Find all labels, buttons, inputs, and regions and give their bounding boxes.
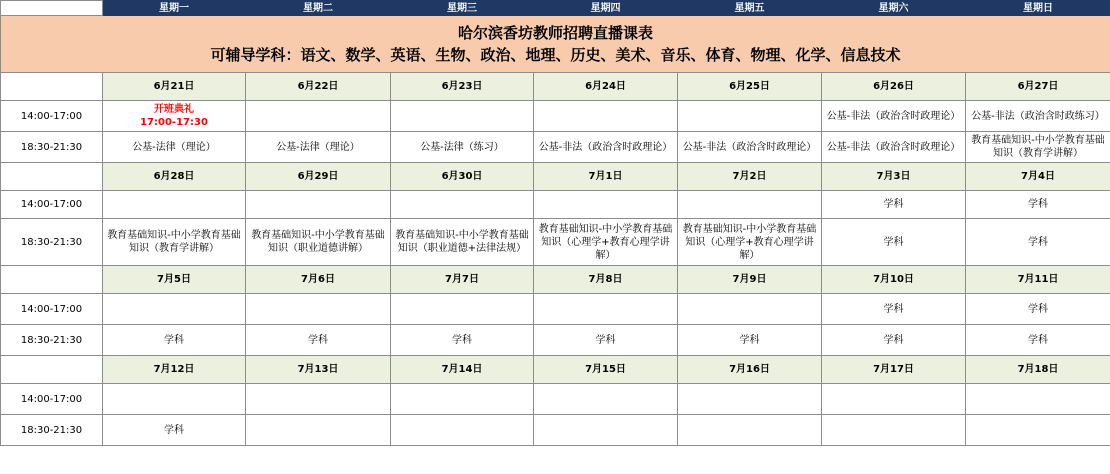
class-cell: 学科 xyxy=(534,325,678,356)
date-cell: 6月24日 xyxy=(534,73,678,101)
class-cell xyxy=(678,294,822,325)
class-cell: 公基-非法（政治含时政理论） xyxy=(822,101,966,132)
class-cell xyxy=(246,101,391,132)
class-cell xyxy=(678,384,822,415)
date-row xyxy=(1,356,1110,384)
date-cell: 7月4日 xyxy=(966,163,1110,191)
class-cell: 公基-法律（练习） xyxy=(391,132,534,163)
blank-cell xyxy=(1,163,103,191)
class-cell: 教育基础知识-中小学教育基础知识（心理学+教育心理学讲解） xyxy=(678,219,822,266)
time-slot-label: 18:30-21:30 xyxy=(1,325,103,356)
afternoon-row xyxy=(1,101,1110,132)
date-cell: 7月16日 xyxy=(678,356,822,384)
evening-row xyxy=(1,219,1110,266)
date-cell: 6月27日 xyxy=(966,73,1110,101)
date-cell: 7月18日 xyxy=(966,356,1110,384)
date-cell: 7月10日 xyxy=(822,266,966,294)
date-cell: 7月8日 xyxy=(534,266,678,294)
time-slot-label: 18:30-21:30 xyxy=(1,219,103,266)
date-cell: 7月9日 xyxy=(678,266,822,294)
class-cell: 学科 xyxy=(103,415,246,446)
class-cell xyxy=(246,191,391,219)
weekday-sat: 星期六 xyxy=(822,1,966,16)
class-cell: 学科 xyxy=(966,294,1110,325)
date-row xyxy=(1,266,1110,294)
class-cell xyxy=(103,191,246,219)
class-cell: 教育基础知识-中小学教育基础知识（教育学讲解） xyxy=(103,219,246,266)
schedule-title: 哈尔滨香坊教师招聘直播课表 xyxy=(457,24,653,42)
opening-ceremony-time: 17:00-17:30 xyxy=(140,117,208,128)
class-cell xyxy=(391,415,534,446)
date-cell: 7月12日 xyxy=(103,356,246,384)
class-cell: 公基-非法（政治含时政理论） xyxy=(534,132,678,163)
class-cell xyxy=(822,415,966,446)
date-cell: 7月7日 xyxy=(391,266,534,294)
time-slot-label: 14:00-17:00 xyxy=(1,191,103,219)
class-cell xyxy=(678,191,822,219)
date-cell: 7月14日 xyxy=(391,356,534,384)
date-cell: 7月11日 xyxy=(966,266,1110,294)
class-cell xyxy=(966,415,1110,446)
class-cell xyxy=(391,294,534,325)
class-cell: 学科 xyxy=(822,325,966,356)
class-cell: 学科 xyxy=(822,219,966,266)
class-cell xyxy=(534,384,678,415)
date-cell: 7月13日 xyxy=(246,356,391,384)
class-cell: 学科 xyxy=(966,325,1110,356)
afternoon-row xyxy=(1,191,1110,219)
class-cell: 公基-非法（政治含时政理论） xyxy=(822,132,966,163)
weekday-sun: 星期日 xyxy=(966,1,1110,16)
class-cell xyxy=(678,415,822,446)
title-cell xyxy=(1,16,1110,73)
class-cell xyxy=(103,294,246,325)
date-cell: 6月28日 xyxy=(103,163,246,191)
class-cell: 学科 xyxy=(966,191,1110,219)
afternoon-row xyxy=(1,294,1110,325)
time-slot-label: 14:00-17:00 xyxy=(1,101,103,132)
class-cell xyxy=(534,101,678,132)
weekday-thu: 星期四 xyxy=(534,1,678,16)
time-slot-label: 18:30-21:30 xyxy=(1,132,103,163)
class-cell: 公基-法律（理论） xyxy=(246,132,391,163)
date-cell: 6月21日 xyxy=(103,73,246,101)
class-cell xyxy=(534,294,678,325)
weekday-wed: 星期三 xyxy=(391,1,534,16)
date-row xyxy=(1,163,1110,191)
class-cell: 教育基础知识-中小学教育基础知识（心理学+教育心理学讲解） xyxy=(534,219,678,266)
class-cell: 学科 xyxy=(966,219,1110,266)
class-cell: 学科 xyxy=(822,294,966,325)
class-cell: 学科 xyxy=(822,191,966,219)
time-slot-label: 18:30-21:30 xyxy=(1,415,103,446)
date-cell: 7月3日 xyxy=(822,163,966,191)
date-cell: 7月2日 xyxy=(678,163,822,191)
class-cell xyxy=(391,384,534,415)
opening-ceremony-cell xyxy=(103,101,246,132)
evening-row xyxy=(1,132,1110,163)
date-cell: 6月30日 xyxy=(391,163,534,191)
class-cell xyxy=(391,101,534,132)
date-cell: 7月1日 xyxy=(534,163,678,191)
class-cell: 学科 xyxy=(246,325,391,356)
date-cell: 6月26日 xyxy=(822,73,966,101)
evening-row xyxy=(1,415,1110,446)
class-cell: 公基-法律（理论） xyxy=(103,132,246,163)
class-cell: 学科 xyxy=(391,325,534,356)
class-cell xyxy=(246,294,391,325)
class-cell xyxy=(246,415,391,446)
date-cell: 7月17日 xyxy=(822,356,966,384)
blank-cell xyxy=(1,266,103,294)
class-cell xyxy=(246,384,391,415)
class-cell: 公基-非法（政治含时政理论） xyxy=(678,132,822,163)
class-cell: 学科 xyxy=(103,325,246,356)
date-cell: 7月6日 xyxy=(246,266,391,294)
class-cell xyxy=(391,191,534,219)
date-cell: 6月29日 xyxy=(246,163,391,191)
weekday-mon: 星期一 xyxy=(103,1,246,16)
class-cell xyxy=(534,191,678,219)
class-cell xyxy=(534,415,678,446)
class-cell: 公基-非法（政治含时政练习） xyxy=(966,101,1110,132)
class-cell: 教育基础知识-中小学教育基础知识（教育学讲解） xyxy=(966,132,1110,163)
evening-row xyxy=(1,325,1110,356)
afternoon-row xyxy=(1,384,1110,415)
blank-cell xyxy=(1,73,103,101)
corner-cell xyxy=(1,1,103,16)
opening-ceremony-label: 开班典礼 xyxy=(154,104,194,115)
class-cell: 学科 xyxy=(678,325,822,356)
class-cell xyxy=(678,101,822,132)
date-cell: 7月5日 xyxy=(103,266,246,294)
date-row xyxy=(1,73,1110,101)
date-cell: 6月25日 xyxy=(678,73,822,101)
class-cell xyxy=(103,384,246,415)
title-row xyxy=(1,16,1110,73)
blank-cell xyxy=(1,356,103,384)
weekday-tue: 星期二 xyxy=(246,1,391,16)
schedule-subtitle: 可辅导学科：语文、数学、英语、生物、政治、地理、历史、美术、音乐、体育、物理、化学、信息技术 xyxy=(210,46,901,64)
weekday-header-row xyxy=(1,1,1110,16)
time-slot-label: 14:00-17:00 xyxy=(1,294,103,325)
date-cell: 6月22日 xyxy=(246,73,391,101)
weekday-fri: 星期五 xyxy=(678,1,822,16)
class-cell xyxy=(822,384,966,415)
class-cell xyxy=(966,384,1110,415)
class-cell: 教育基础知识-中小学教育基础知识（职业道德讲解） xyxy=(246,219,391,266)
class-cell: 教育基础知识-中小学教育基础知识（职业道德+法律法规） xyxy=(391,219,534,266)
date-cell: 6月23日 xyxy=(391,73,534,101)
time-slot-label: 14:00-17:00 xyxy=(1,384,103,415)
date-cell: 7月15日 xyxy=(534,356,678,384)
